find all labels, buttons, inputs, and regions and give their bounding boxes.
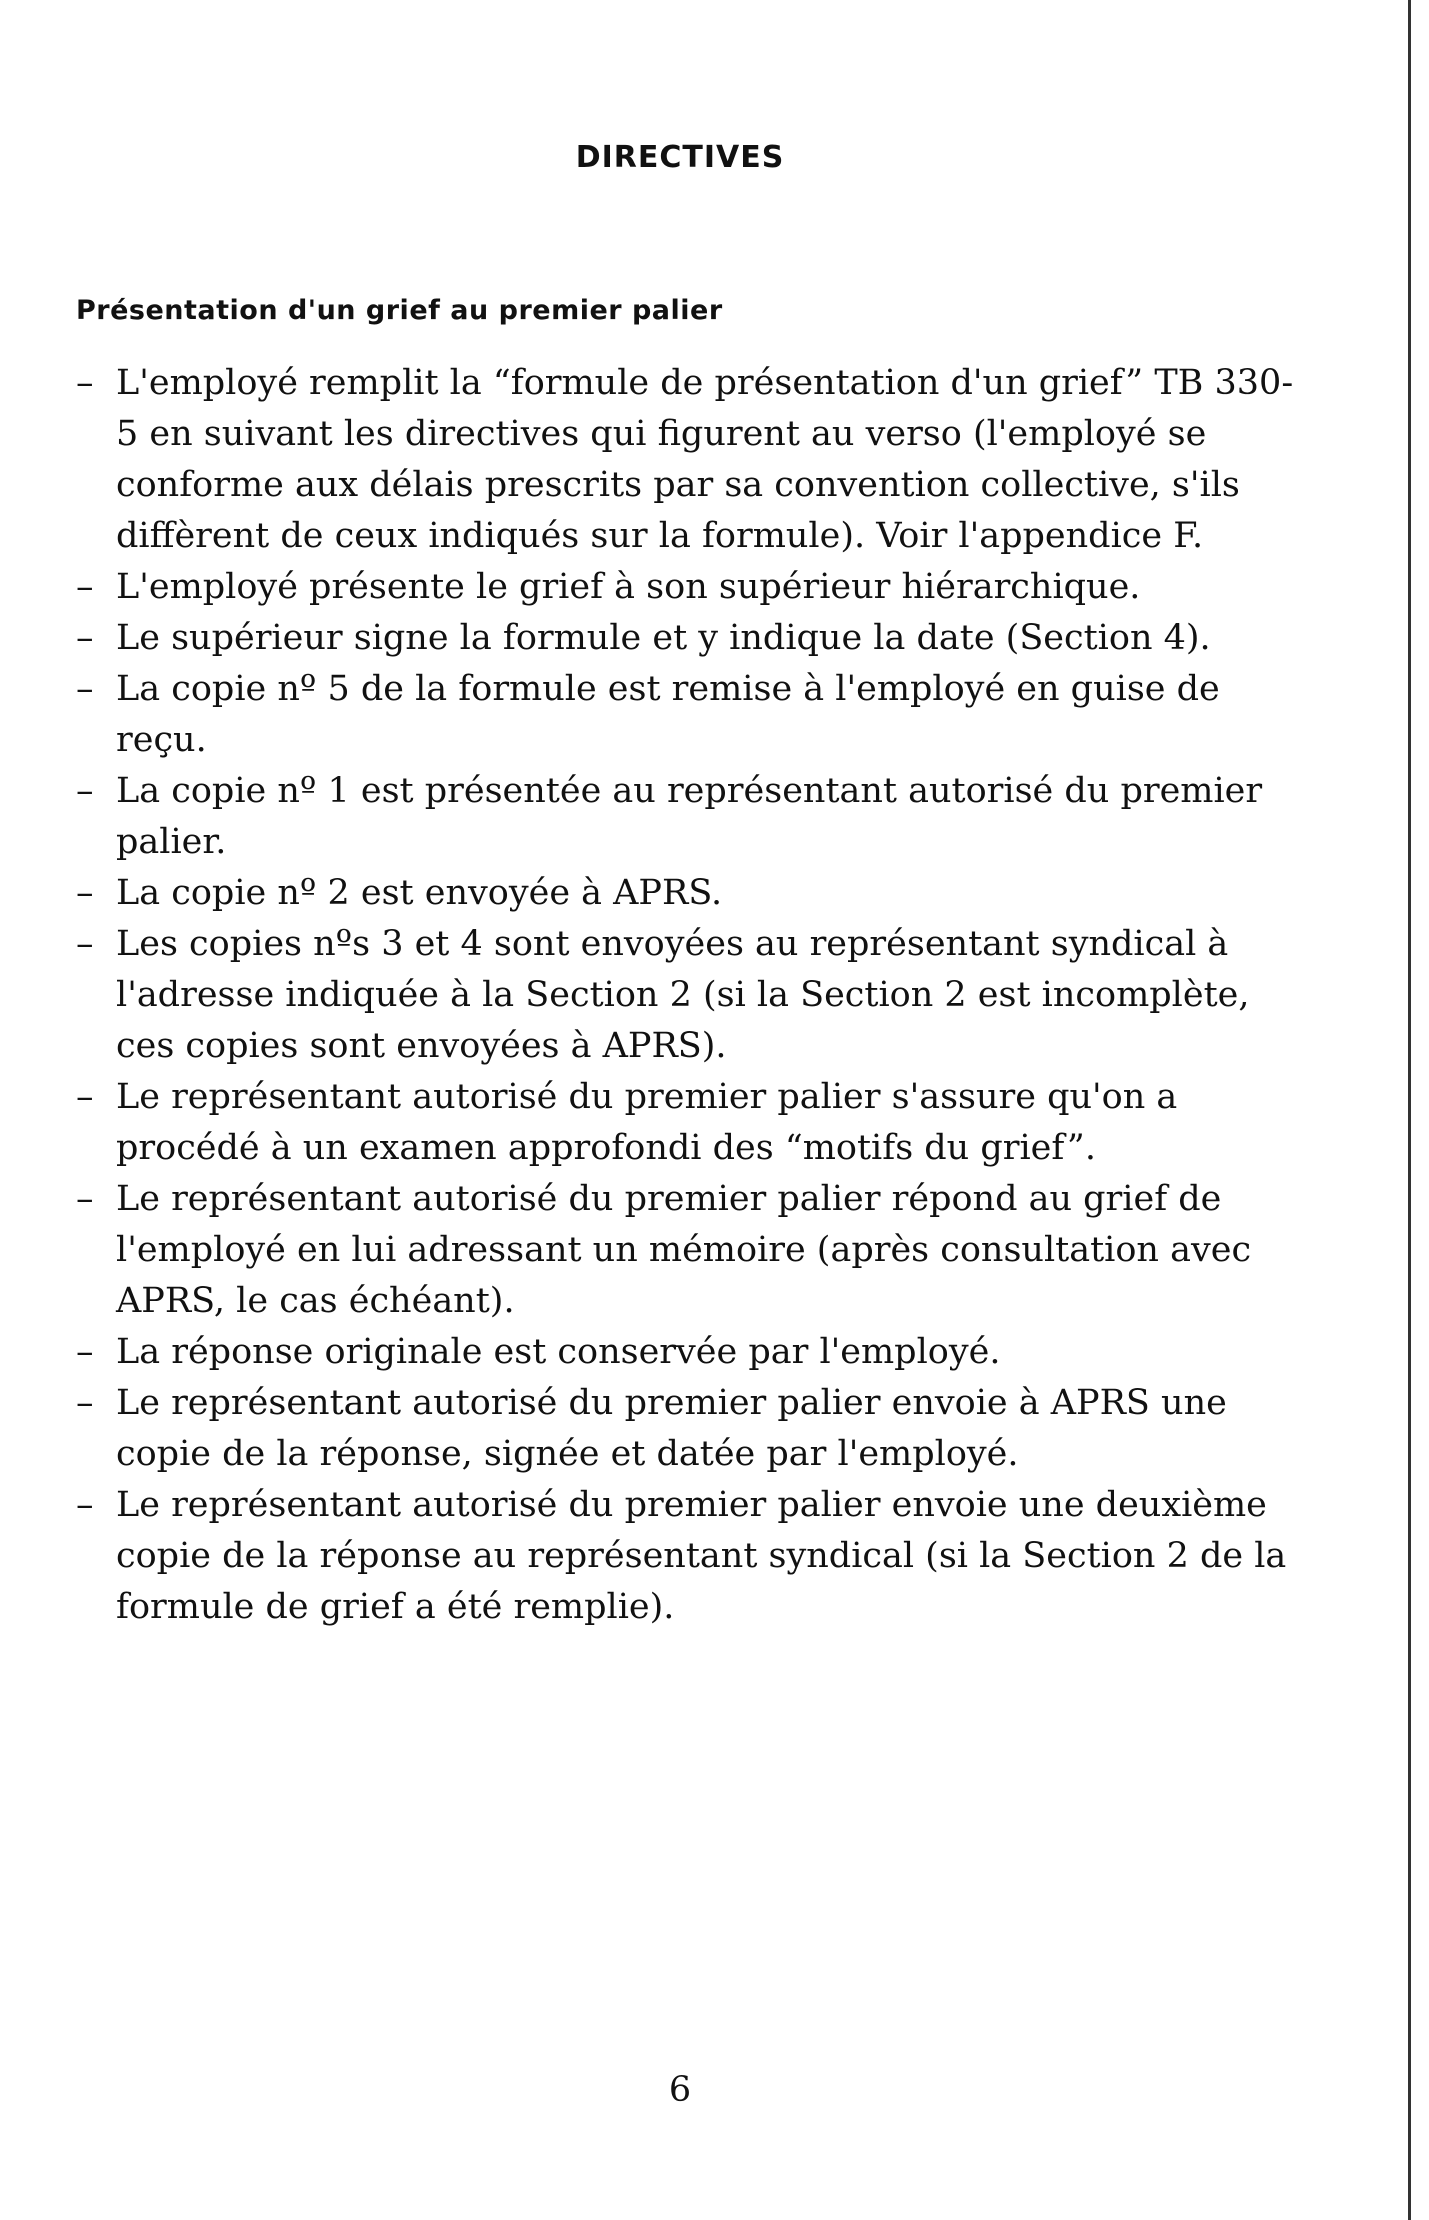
list-item — [76, 1327, 1296, 1378]
list-item — [76, 1072, 1296, 1174]
dash-bullet: – — [76, 1179, 94, 1219]
list-item-text: La copie nº 2 est envoyée à APRS. — [116, 873, 723, 913]
list-item-text: La copie nº 1 est présentée au représentant autorisé du premier palier. — [116, 771, 1263, 862]
list-item — [76, 358, 1296, 562]
list-item — [76, 562, 1296, 613]
list-item-text: La copie nº 5 de la formule est remise à l'employé en guise de reçu. — [116, 669, 1220, 760]
page-edge-line — [1408, 0, 1411, 2220]
section-heading: Présentation d'un grief au premier palier — [76, 295, 723, 326]
list-item — [76, 766, 1296, 868]
list-item-text: L'employé remplit la “formule de présentation d'un grief” TB 330-5 en suivant les directives qui figurent au verso (l'employé se conforme aux délais prescrits par sa convention collective, s'ils diffèrent de ceux indiqués sur la formule). Voir l'appendice F. — [116, 363, 1294, 556]
list-item-text: Le représentant autorisé du premier palier répond au grief de l'employé en lui adressant un mémoire (après consultation avec APRS, le cas échéant). — [116, 1179, 1252, 1321]
dash-bullet: – — [76, 1485, 94, 1525]
page-title: DIRECTIVES — [575, 140, 785, 175]
dash-bullet: – — [76, 771, 94, 811]
list-item-text: Le supérieur signe la formule et y indique la date (Section 4). — [116, 618, 1211, 658]
list-item-text: L'employé présente le grief à son supérieur hiérarchique. — [116, 567, 1141, 607]
page-number: 6 — [668, 2070, 692, 2110]
dash-bullet: – — [76, 1332, 94, 1372]
list-item — [76, 1378, 1296, 1480]
list-item-text: Le représentant autorisé du premier palier envoie une deuxième copie de la réponse au représentant syndical (si la Section 2 de la formule de grief a été remplie). — [116, 1485, 1287, 1627]
dash-bullet: – — [76, 873, 94, 913]
list-item — [76, 868, 1296, 919]
list-item — [76, 613, 1296, 664]
list-item — [76, 1480, 1296, 1633]
directive-list — [76, 358, 1296, 1633]
list-item-text: Les copies nºs 3 et 4 sont envoyées au représentant syndical à l'adresse indiquée à la Section 2 (si la Section 2 est incomplète, ces copies sont envoyées à APRS). — [116, 924, 1250, 1066]
list-item — [76, 919, 1296, 1072]
list-item-text: Le représentant autorisé du premier palier envoie à APRS une copie de la réponse, signée et datée par l'employé. — [116, 1383, 1227, 1474]
dash-bullet: – — [76, 567, 94, 607]
list-item-text: La réponse originale est conservée par l'employé. — [116, 1332, 1001, 1372]
dash-bullet: – — [76, 1077, 94, 1117]
dash-bullet: – — [76, 618, 94, 658]
dash-bullet: – — [76, 363, 94, 403]
dash-bullet: – — [76, 1383, 94, 1423]
list-item — [76, 664, 1296, 766]
dash-bullet: – — [76, 669, 94, 709]
dash-bullet: – — [76, 924, 94, 964]
list-item — [76, 1174, 1296, 1327]
list-item-text: Le représentant autorisé du premier palier s'assure qu'on a procédé à un examen approfondi des “motifs du grief”. — [116, 1077, 1178, 1168]
